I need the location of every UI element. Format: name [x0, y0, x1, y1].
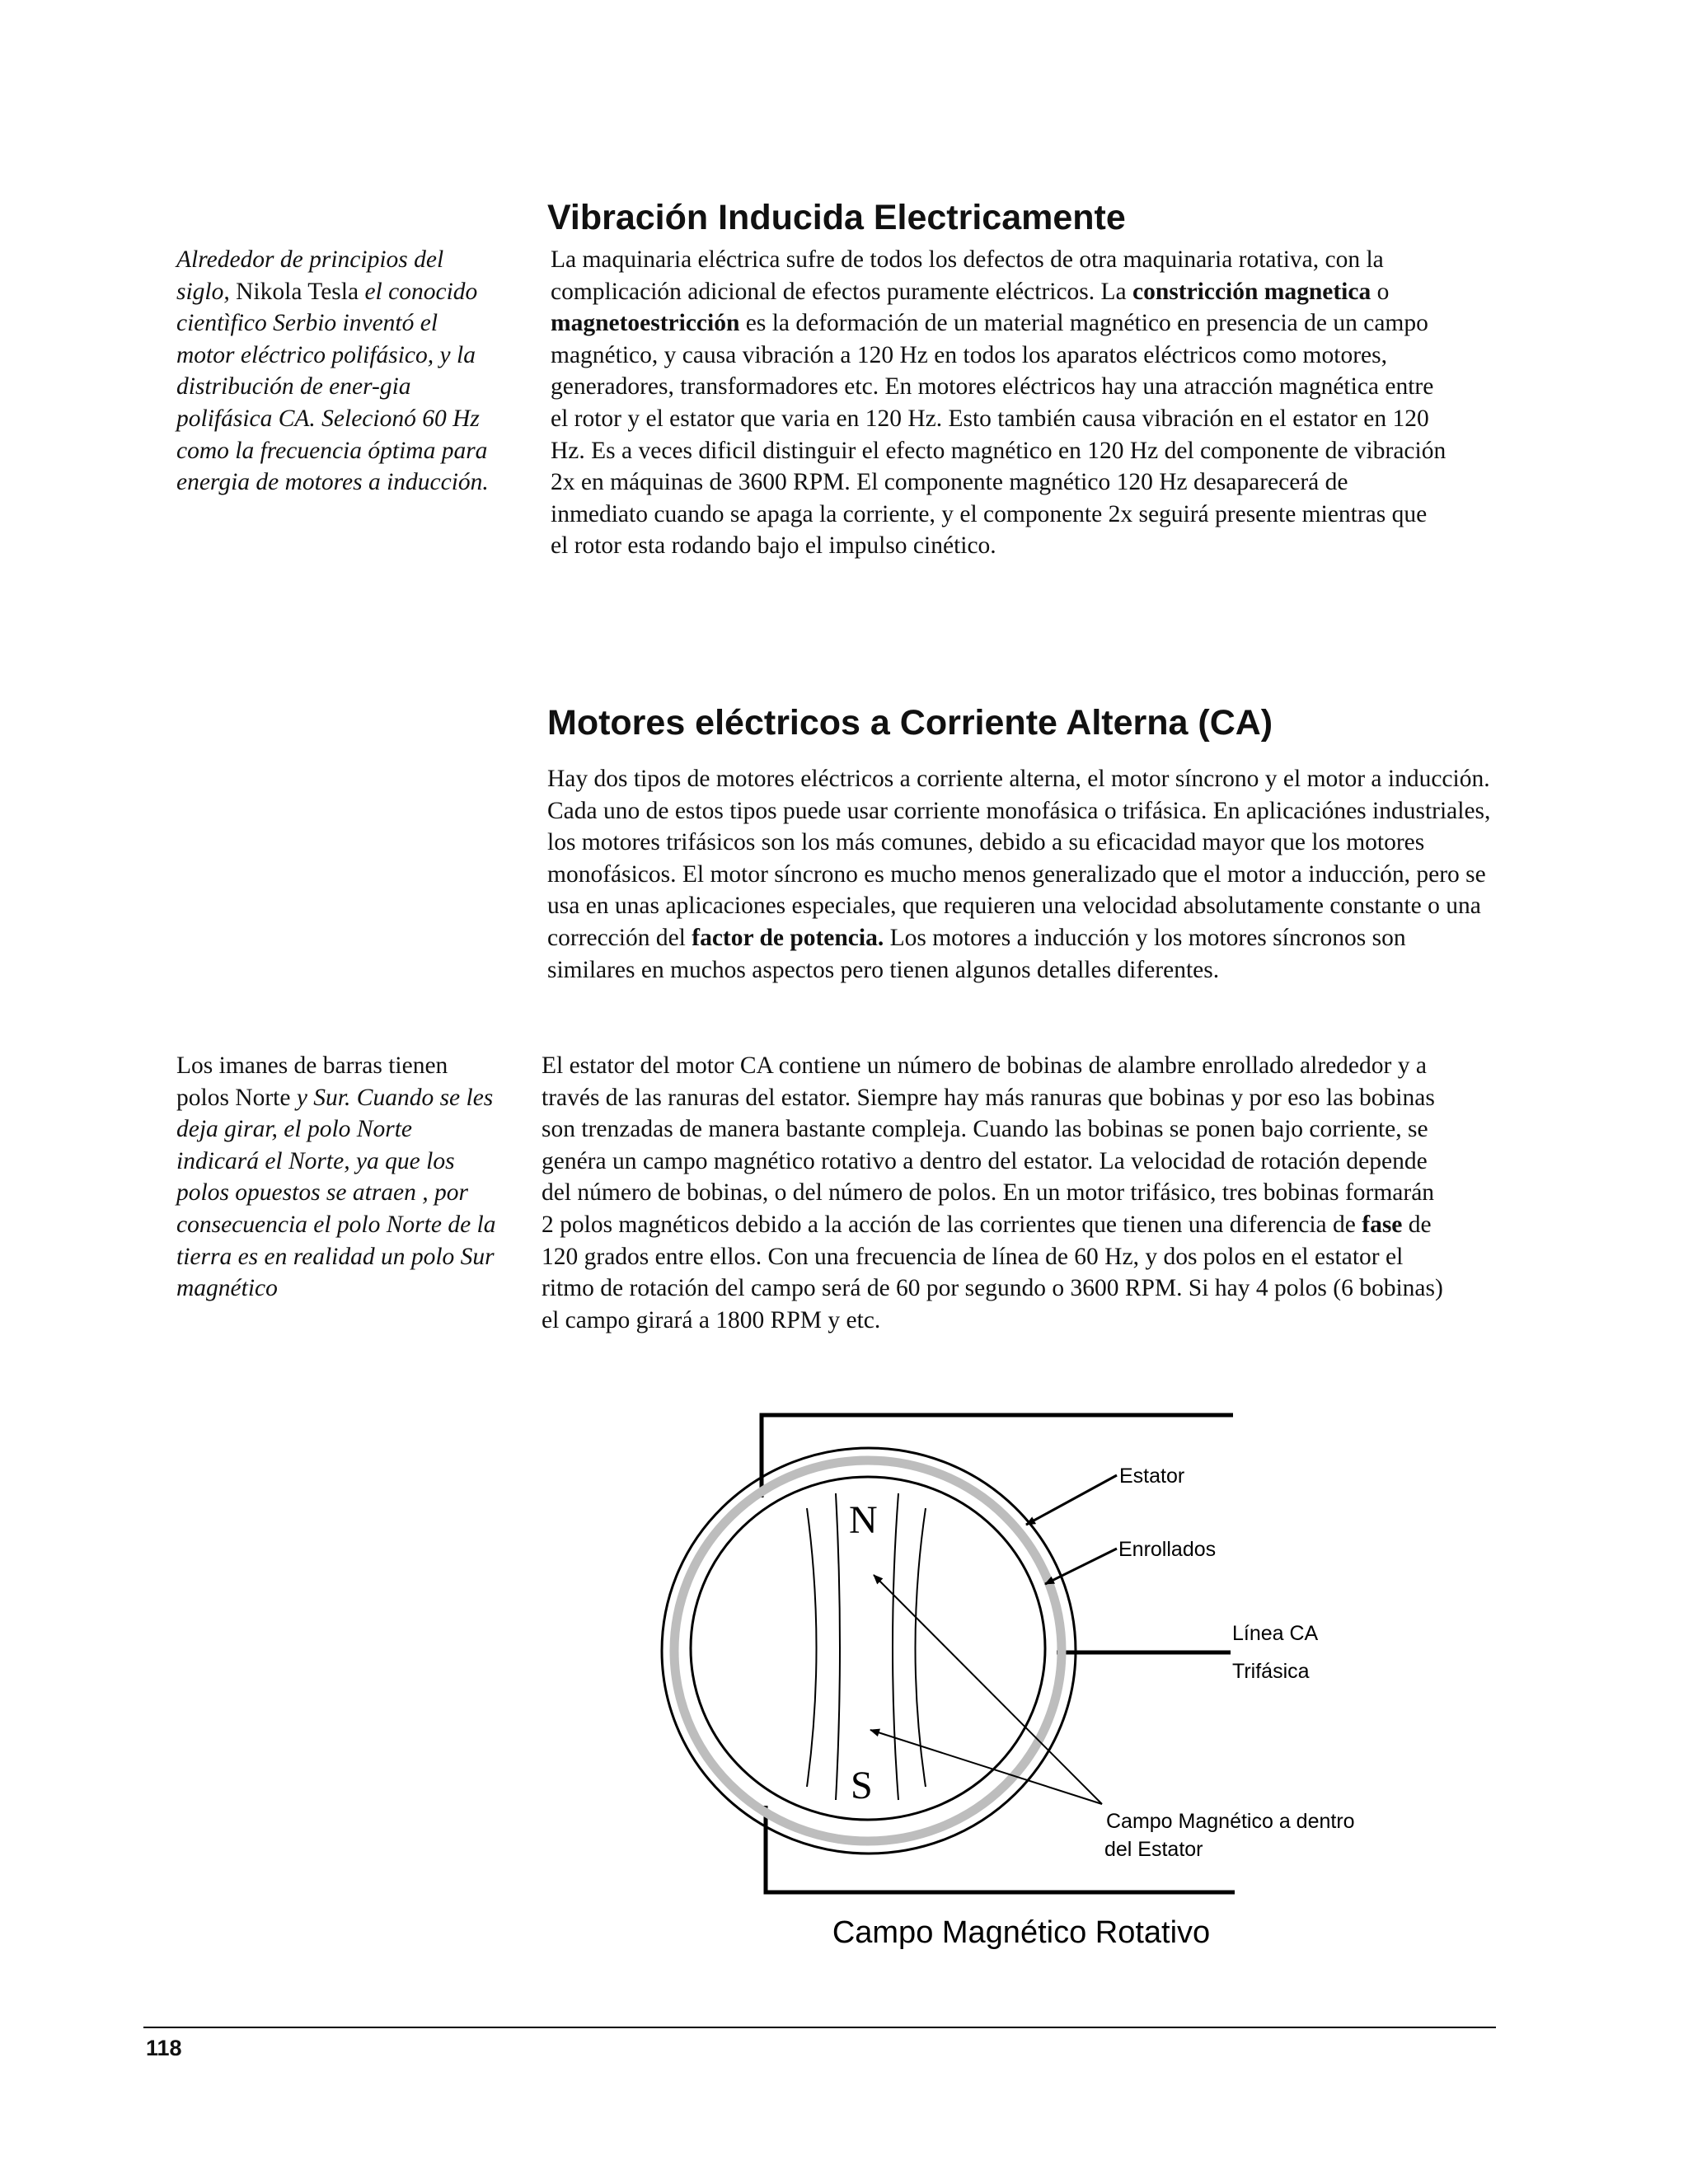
field-line: [836, 1493, 840, 1800]
arrow-field-s: [870, 1730, 1102, 1804]
sidebar-text: y Sur. Cuando se les deja girar, el polo Norte indicará el Norte, ya que los polos opuestos se atraen , por consecuencia el polo Norte de la tierra es en realidad un polo Sur magnético: [176, 1084, 496, 1302]
sidebar-name: Nikola Tesla: [236, 278, 359, 305]
sidebar-text: Alrededor de principios del siglo,: [176, 246, 444, 305]
pole-n: N: [849, 1498, 878, 1542]
label-three-phase: Trifásica: [1232, 1660, 1310, 1683]
section-heading-vibration: Vibración Inducida Electricamente: [547, 198, 1126, 237]
rotating-field-diagram: [643, 1401, 1385, 1978]
paragraph-vibration: [551, 244, 1449, 562]
bold-term: constricción magnetica: [1132, 278, 1372, 305]
text: La maquinaria eléctrica sufre de todos los defectos de otra maquinaria rotativa, con la complicación adicional de efectos puramente eléctricos. La: [551, 246, 1384, 305]
bold-term: fase: [1362, 1211, 1403, 1238]
label-line-ca: Línea CA: [1232, 1622, 1319, 1645]
paragraph-stator: [542, 1050, 1448, 1336]
footer-rule: [143, 2027, 1496, 2028]
text: Los motores a inducción y los motores síncronos son similares en muchos aspectos pero tienen algunos detalles diferentes.: [547, 924, 1406, 983]
sidebar-text: Los imanes de barras tienen polos Norte: [176, 1052, 448, 1111]
label-windings: Enrollados: [1118, 1538, 1217, 1561]
bold-term: magnetoestricción: [551, 310, 740, 337]
sidebar-note-tesla: [176, 244, 498, 499]
paragraph-ac-motors: [547, 763, 1491, 986]
bold-term: factor de potencia.: [692, 924, 884, 951]
section-heading-ac-motors: Motores eléctricos a Corriente Alterna (CA): [547, 703, 1273, 743]
label-field-2: del Estator: [1104, 1838, 1203, 1861]
text: de 120 grados entre ellos. Con una frecuencia de línea de 60 Hz, y dos polos en el estator el ritmo de rotación del campo será de 60 por segundo o 3600 RPM. Si hay 4 polos (6 bobinas) el campo girará a 1800 RPM y etc.: [542, 1211, 1443, 1333]
text: El estator del motor CA contiene un número de bobinas de alambre enrollado alrededor y a través de las ranuras del estator. Siempre hay más ranuras que bobinas y por eso las bobinas son trenzadas de manera bastante compleja. Cuando las bobinas se ponen bajo corriente, se genéra un campo magnético rotativo a dentro del estator. La velocidad de rotación depende del número de bobinas, o del número de polos. En un motor trifásico, tres bobinas formarán 2 polos magnéticos debido a la acción de las corrientes que tienen una diferencia de: [542, 1052, 1435, 1238]
pole-s: S: [851, 1764, 873, 1807]
sidebar-text: el conocido cientìfico Serbio inventó el motor eléctrico polifásico, y la distribución de ener-gia polifásica CA. Selecionó 60 Hz como la frecuencia óptima para energia de motores a inducción.: [176, 278, 489, 496]
text: o: [1371, 278, 1390, 305]
sidebar-note-magnets: [176, 1050, 498, 1305]
diagram-caption: Campo Magnético Rotativo: [832, 1915, 1211, 1950]
field-line: [807, 1508, 817, 1787]
label-stator: Estator: [1119, 1465, 1185, 1488]
field-line: [893, 1493, 898, 1800]
label-field: Campo Magnético a dentro: [1106, 1810, 1355, 1833]
text: Hay dos tipos de motores eléctricos a corriente alterna, el motor síncrono y el motor a inducción. Cada uno de estos tipos puede usar corriente monofásica o trifásica. En aplicaciónes industriales, los motores trifásicos son los más comunes, debido a su eficacidad mayor que los motores monofásicos. El motor síncrono es mucho menos generalizado que el motor a inducción, pero se usa en unas aplicaciones especiales, que requieren una velocidad absolutamente constante o una corrección del: [547, 766, 1491, 951]
text: es la deformación de un material magnético en presencia de un campo magnético, y causa vibración a 120 Hz en todos los aparatos eléctricos como motores, generadores, transformadores etc. En motores eléctricos hay una atracción magnética entre el rotor y el estator que varia en 120 Hz. Esto también causa vibración en el estator en 120 Hz. Es a veces dificil distinguir el efecto magnético en 120 Hz del componente de vibración 2x en máquinas de 3600 RPM. El componente magnético 120 Hz desaparecerá de inmediato cuando se apaga la corriente, y el componente 2x seguirá presente mientras que el rotor esta rodando bajo el impulso cinético.: [551, 310, 1447, 560]
page-number: 118: [146, 2036, 182, 2060]
arrow-stator: [1026, 1475, 1117, 1525]
arrow-field-n: [874, 1575, 1102, 1804]
